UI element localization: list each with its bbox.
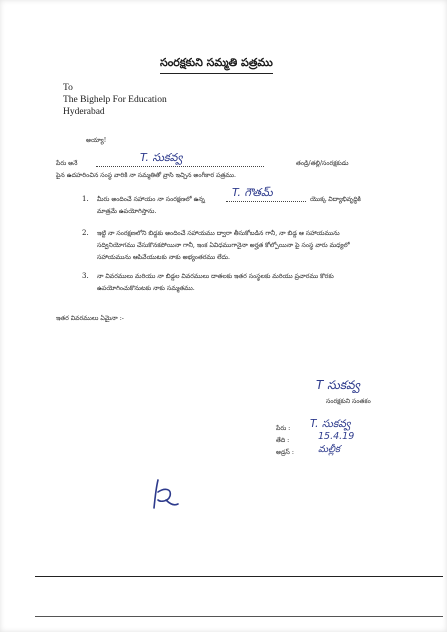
point-2-line1: ఇట్టి నా సంరక్షణలోని బిడ్డకు అందించే సహాయము ద్వారా తీసుకోబడిన గానీ, నా బిడ్డ ఆ సహాయమును [97,230,340,237]
point-1-tail: యొక్క విద్యాభివృద్ధికి [310,196,361,203]
bottom-rule-1 [35,576,443,577]
guardian-signature-handwritten: T సుకవ్వ [316,378,360,392]
organization-city: Hyderabad [63,107,105,117]
guardian-name-handwritten: T. సుకవ్వ [140,151,183,164]
sig-date-value: 15.4.19 [318,431,355,442]
sig-name-value: T. సుకవ్వ [310,418,351,430]
point-2-line2: సద్వినియోగము చేసుకొనకపోయినా గానీ, ఇంక ఏవిధముగానైనా అర్హత కోల్పోయినా పై సంస్థ వారు మధ్యలో [97,242,350,249]
to-label: To [63,83,73,93]
point-3-line2: ఉపయోగించుకొనుటకు నాకు సమ్మతము. [97,285,195,292]
child-name-handwritten: T. గౌతమ్ [232,186,273,199]
bottom-rule-2 [35,616,443,617]
declaration-suffix: తండ్రి/తల్లి/సంరక్షకుడు [296,160,349,167]
point-3-number: 3. [82,272,89,280]
point-1-line2: మాత్రమే ఉపయోగిస్తాను. [97,208,157,215]
page-title: సంరక్షకుని సమ్మతి పత్రము [160,56,273,74]
other-details-label: ఇతర వివరములు ఏమైనా :- [56,315,124,322]
point-2-line3: సహాయమును ఆపివేయుటకు నాకు అభ్యంతరము లేదు. [97,254,230,261]
sig-address-label: అడ్రస్ : [276,449,294,456]
point-2-number: 2. [82,229,89,237]
point-3-line1: నా వివరములు మరియు నా బిడ్డల వివరములు దాతలకు ఇతర సంస్థలకు మరియు ప్రచారము కొరకు [97,273,334,280]
sig-date-label: తేది : [276,437,290,444]
sig-name-label: పేరు : [276,425,291,432]
organization-name: The Bighelp For Education [63,95,167,105]
declaration-prefix: పేరు అనే [56,160,78,167]
signature-caption: సంరక్షకుని సంతకం [326,398,371,405]
point-1-lead: మీరు అందించే సహాయం నా సంరక్షణలో ఉన్న [97,196,205,203]
declaration-line2: పైన ఉదహరించిన సంస్థ వారికి నా సమ్మతితో వ్రాసి ఇచ్చిన అంగీకార పత్రము. [56,172,236,179]
point-1-number: 1. [82,195,89,203]
pen-mark-scribble [150,478,180,510]
salutation: అయ్యా! [86,137,107,144]
name-blank [96,152,264,167]
child-name-blank [226,186,306,202]
sig-address-value: మల్లీక [318,444,340,455]
